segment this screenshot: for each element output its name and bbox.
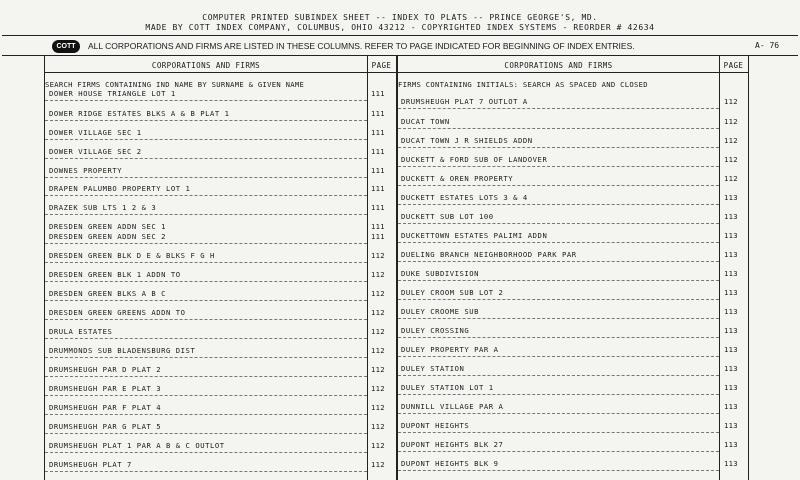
- left-row-name: DRESDEN GREEN BLK 1 ADDN TO: [49, 270, 181, 279]
- right-row-page: 113: [724, 402, 738, 411]
- left-row-name: DOWER VILLAGE SEC 1: [49, 128, 142, 137]
- right-row-page: 113: [724, 440, 738, 449]
- left-row-page: 112: [371, 460, 385, 469]
- row-separator: [45, 281, 367, 282]
- row-separator: [45, 395, 367, 396]
- left-row-name: DRESDEN GREEN BLKS A B C: [49, 289, 167, 298]
- right-page-label: PAGE: [723, 61, 744, 70]
- left-column-title: CORPORATIONS AND FIRMS: [151, 61, 261, 70]
- left-row-name: DRESDEN GREEN GREENS ADDN TO: [49, 308, 186, 317]
- notice-rule: [2, 55, 798, 56]
- left-row-page: 111: [371, 203, 385, 212]
- left-row-page: 111: [371, 89, 385, 98]
- right-row-page: 113: [724, 383, 738, 392]
- left-border: [44, 55, 45, 480]
- row-separator: [45, 100, 367, 101]
- row-separator: [45, 433, 367, 434]
- row-separator: [398, 242, 719, 243]
- right-column-title: CORPORATIONS AND FIRMS: [504, 61, 613, 70]
- row-separator: [45, 471, 367, 472]
- right-row-name: DULEY CROOM SUB LOT 2: [401, 288, 504, 297]
- right-row-name: DUCKETT & OREN PROPERTY: [401, 174, 514, 183]
- row-separator: [398, 318, 719, 319]
- right-border: [748, 55, 749, 480]
- right-row-name: DULEY CROSSING: [401, 326, 470, 335]
- row-separator: [398, 280, 719, 281]
- right-row-page: 112: [724, 136, 738, 145]
- right-row-name: DUNNILL VILLAGE PAR A: [401, 402, 504, 411]
- left-row-page: 111: [371, 147, 385, 156]
- notice-bar: [52, 40, 792, 54]
- left-subheading: SEARCH FIRMS CONTAINING IND NAME BY SURNAME & GIVEN NAME: [45, 80, 305, 89]
- left-row-name: DRUMMONDS SUB BLADENSBURG DIST: [49, 346, 196, 355]
- right-row-name: DULEY CROOME SUB: [401, 307, 480, 316]
- right-row-name: DULEY PROPERTY PAR A: [401, 345, 499, 354]
- left-row-page: 112: [371, 308, 385, 317]
- row-separator: [45, 319, 367, 320]
- left-row-name: DRUMSHEUGH PLAT 1 PAR A B & C OUTLOT: [49, 441, 225, 450]
- row-separator: [45, 120, 367, 121]
- row-separator: [45, 262, 367, 263]
- right-row-name: DUCKETT ESTATES LOTS 3 & 4: [401, 193, 528, 202]
- right-row-page: 113: [724, 345, 738, 354]
- right-page-divider: [719, 55, 720, 480]
- row-separator: [45, 243, 367, 244]
- left-row-page: 111: [371, 184, 385, 193]
- right-row-name: DULEY STATION LOT 1: [401, 383, 494, 392]
- right-row-page: 113: [724, 326, 738, 335]
- notice-text: ALL CORPORATIONS AND FIRMS ARE LISTED IN THESE COLUMNS. REFER TO PAGE INDICATED FOR BEGINNING OF INDEX ENTRIES.: [88, 41, 635, 51]
- row-separator: [398, 394, 719, 395]
- right-row-name: DRUMSHEUGH PLAT 7 OUTLOT A: [401, 97, 528, 106]
- row-separator: [398, 223, 719, 224]
- row-separator: [45, 452, 367, 453]
- left-row-name: DRESDEN GREEN ADDN SEC 1: [49, 222, 167, 231]
- left-row-page: 111: [371, 128, 385, 137]
- row-separator: [45, 338, 367, 339]
- left-row-name: DOWER RIDGE ESTATES BLKS A & B PLAT 1: [49, 109, 230, 118]
- row-separator: [398, 375, 719, 376]
- left-row-page: 112: [371, 365, 385, 374]
- right-row-name: DUCKETTOWN ESTATES PALIMI ADDN: [401, 231, 548, 240]
- top-rule: [2, 35, 798, 36]
- row-separator: [398, 356, 719, 357]
- right-row-page: 113: [724, 364, 738, 373]
- right-row-page: 113: [724, 212, 738, 221]
- left-row-name: DOWNES PROPERTY: [49, 166, 123, 175]
- row-separator: [45, 195, 367, 196]
- left-row-name: DRESDEN GREEN BLK D E & BLKS F G H: [49, 251, 215, 260]
- left-row-name: DRULA ESTATES: [49, 327, 113, 336]
- row-separator: [398, 470, 719, 471]
- left-row-name: DRUMSHEUGH PAR G PLAT 5: [49, 422, 162, 431]
- right-row-name: DUKE SUBDIVISION: [401, 269, 480, 278]
- left-row-name: DRAPEN PALUMBO PROPERTY LOT 1: [49, 184, 191, 193]
- row-separator: [398, 204, 719, 205]
- left-row-page: 111: [371, 109, 385, 118]
- left-row-name: DRESDEN GREEN ADDN SEC 2: [49, 232, 167, 241]
- right-row-page: 113: [724, 250, 738, 259]
- left-row-page: 112: [371, 289, 385, 298]
- right-row-name: DULEY STATION: [401, 364, 465, 373]
- row-separator: [398, 337, 719, 338]
- right-row-name: DUPONT HEIGHTS: [401, 421, 470, 430]
- column-divider: [396, 55, 398, 480]
- right-row-name: DUCKETT SUB LOT 100: [401, 212, 494, 221]
- row-separator: [398, 299, 719, 300]
- left-row-name: DOWER HOUSE TRIANGLE LOT 1: [49, 89, 176, 98]
- right-row-page: 112: [724, 155, 738, 164]
- left-row-page: 111: [371, 232, 385, 241]
- left-row-name: DRUMSHEUGH PAR F PLAT 4: [49, 403, 162, 412]
- right-row-page: 113: [724, 459, 738, 468]
- row-separator: [398, 261, 719, 262]
- left-row-page: 112: [371, 403, 385, 412]
- row-separator: [45, 376, 367, 377]
- right-row-name: DUPONT HEIGHTS BLK 27: [401, 440, 504, 449]
- right-row-page: 112: [724, 117, 738, 126]
- row-separator: [398, 166, 719, 167]
- right-row-page: 113: [724, 421, 738, 430]
- right-row-page: 113: [724, 269, 738, 278]
- right-row-page: 112: [724, 97, 738, 106]
- left-row-name: DRUMSHEUGH PAR D PLAT 2: [49, 365, 162, 374]
- left-row-page: 112: [371, 346, 385, 355]
- row-separator: [398, 432, 719, 433]
- right-row-page: 113: [724, 288, 738, 297]
- page-code: A- 76: [755, 41, 780, 50]
- left-row-name: DRAZEK SUB LTS 1 2 & 3: [49, 203, 157, 212]
- right-row-name: DUCAT TOWN J R SHIELDS ADDN: [401, 136, 533, 145]
- sheet-title: COMPUTER PRINTED SUBINDEX SHEET -- INDEX TO PLATS -- PRINCE GEORGE'S, MD.: [202, 13, 598, 22]
- row-separator: [45, 357, 367, 358]
- left-row-page: 111: [371, 222, 385, 231]
- row-separator: [45, 214, 367, 215]
- row-separator: [45, 139, 367, 140]
- left-row-page: 112: [371, 270, 385, 279]
- right-row-page: 113: [724, 193, 738, 202]
- left-page-label: PAGE: [371, 61, 392, 70]
- left-row-page: 112: [371, 327, 385, 336]
- left-row-name: DRUMSHEUGH PLAT 7: [49, 460, 132, 469]
- cott-logo: COTT: [52, 40, 80, 53]
- row-separator: [398, 185, 719, 186]
- right-subheading: FIRMS CONTAINING INITIALS: SEARCH AS SPACED AND CLOSED: [398, 80, 648, 89]
- publisher-line: MADE BY COTT INDEX COMPANY, COLUMBUS, OHIO 43212 - COPYRIGHTED INDEX SYSTEMS - REORDER # 42634: [145, 23, 655, 32]
- right-row-page: 112: [724, 174, 738, 183]
- right-row-page: 113: [724, 231, 738, 240]
- row-separator: [45, 158, 367, 159]
- right-row-name: DUCAT TOWN: [401, 117, 450, 126]
- row-separator: [398, 128, 719, 129]
- row-separator: [398, 413, 719, 414]
- left-page-divider: [367, 55, 368, 480]
- left-row-page: 112: [371, 422, 385, 431]
- right-row-name: DUCKETT & FORD SUB OF LANDOVER: [401, 155, 548, 164]
- row-separator: [398, 108, 719, 109]
- left-row-page: 111: [371, 166, 385, 175]
- left-row-name: DRUMSHEUGH PAR E PLAT 3: [49, 384, 162, 393]
- row-separator: [45, 177, 367, 178]
- row-separator: [398, 147, 719, 148]
- right-row-name: DUELING BRANCH NEIGHBORHOOD PARK PAR: [401, 250, 577, 259]
- row-separator: [398, 451, 719, 452]
- left-row-page: 112: [371, 441, 385, 450]
- right-row-name: DUPONT HEIGHTS BLK 9: [401, 459, 499, 468]
- row-separator: [45, 414, 367, 415]
- right-row-page: 113: [724, 307, 738, 316]
- left-row-page: 112: [371, 384, 385, 393]
- row-separator: [45, 300, 367, 301]
- left-row-name: DOWER VILLAGE SEC 2: [49, 147, 142, 156]
- left-row-page: 112: [371, 251, 385, 260]
